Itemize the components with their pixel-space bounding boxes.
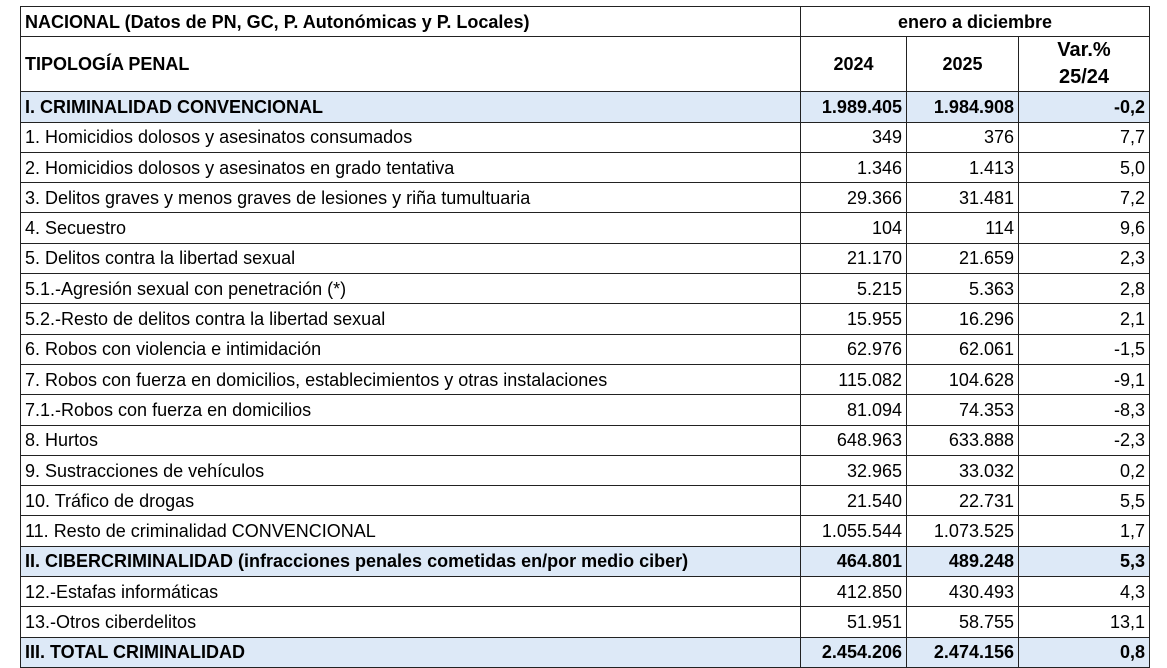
table-row bbox=[21, 122, 1150, 152]
table-row bbox=[21, 334, 1150, 364]
row-label: 11. Resto de criminalidad CONVENCIONAL bbox=[21, 516, 801, 546]
value-2025: 1.413 bbox=[907, 152, 1019, 182]
value-2025: 62.061 bbox=[907, 334, 1019, 364]
variation-value: 2,3 bbox=[1019, 243, 1150, 273]
row-label: 7. Robos con fuerza en domicilios, establecimientos y otras instalaciones bbox=[21, 364, 801, 394]
value-2025: 22.731 bbox=[907, 486, 1019, 516]
total-row bbox=[21, 637, 1150, 667]
value-2025: 16.296 bbox=[907, 304, 1019, 334]
column-header-tipologia: TIPOLOGÍA PENAL bbox=[21, 37, 801, 92]
table-row bbox=[21, 243, 1150, 273]
variation-value: 0,8 bbox=[1019, 637, 1150, 667]
value-2025: 74.353 bbox=[907, 395, 1019, 425]
value-2024: 464.801 bbox=[801, 546, 907, 576]
page-margin bbox=[0, 0, 20, 667]
value-2024: 51.951 bbox=[801, 607, 907, 637]
row-label: III. TOTAL CRIMINALIDAD bbox=[21, 637, 801, 667]
value-2024: 104 bbox=[801, 213, 907, 243]
value-2025: 31.481 bbox=[907, 183, 1019, 213]
row-label: 7.1.-Robos con fuerza en domicilios bbox=[21, 395, 801, 425]
row-label: 5.1.-Agresión sexual con penetración (*) bbox=[21, 274, 801, 304]
value-2025: 33.032 bbox=[907, 455, 1019, 485]
column-header-2025: 2025 bbox=[907, 37, 1019, 92]
row-label: 1. Homicidios dolosos y asesinatos consumados bbox=[21, 122, 801, 152]
criminality-table bbox=[20, 6, 1150, 668]
variation-value: 2,8 bbox=[1019, 274, 1150, 304]
table-row bbox=[21, 274, 1150, 304]
row-label: 8. Hurtos bbox=[21, 425, 801, 455]
value-2024: 1.989.405 bbox=[801, 92, 907, 122]
value-2024: 81.094 bbox=[801, 395, 907, 425]
value-2025: 430.493 bbox=[907, 577, 1019, 607]
section-row bbox=[21, 92, 1150, 122]
variation-value: 1,7 bbox=[1019, 516, 1150, 546]
value-2025: 104.628 bbox=[907, 364, 1019, 394]
value-2024: 1.055.544 bbox=[801, 516, 907, 546]
row-label: 2. Homicidios dolosos y asesinatos en grado tentativa bbox=[21, 152, 801, 182]
value-2024: 62.976 bbox=[801, 334, 907, 364]
table-row bbox=[21, 304, 1150, 334]
variation-value: 7,2 bbox=[1019, 183, 1150, 213]
variation-value: 5,0 bbox=[1019, 152, 1150, 182]
value-2024: 15.955 bbox=[801, 304, 907, 334]
variation-label-line2: 25/24 bbox=[1058, 66, 1110, 89]
variation-value: 4,3 bbox=[1019, 577, 1150, 607]
row-label: 5.2.-Resto de delitos contra la libertad sexual bbox=[21, 304, 801, 334]
variation-value: 7,7 bbox=[1019, 122, 1150, 152]
value-2024: 21.170 bbox=[801, 243, 907, 273]
section-row bbox=[21, 546, 1150, 576]
value-2025: 1.073.525 bbox=[907, 516, 1019, 546]
value-2024: 115.082 bbox=[801, 364, 907, 394]
variation-value: 2,1 bbox=[1019, 304, 1150, 334]
row-label: 13.-Otros ciberdelitos bbox=[21, 607, 801, 637]
table-row bbox=[21, 213, 1150, 243]
row-label: 10. Tráfico de drogas bbox=[21, 486, 801, 516]
row-label: 12.-Estafas informáticas bbox=[21, 577, 801, 607]
table-row bbox=[21, 364, 1150, 394]
value-2024: 32.965 bbox=[801, 455, 907, 485]
row-label: 3. Delitos graves y menos graves de lesiones y riña tumultuaria bbox=[21, 183, 801, 213]
column-header-variation bbox=[1019, 37, 1150, 92]
title-row bbox=[21, 7, 1150, 37]
value-2025: 114 bbox=[907, 213, 1019, 243]
table-row bbox=[21, 607, 1150, 637]
table-row bbox=[21, 395, 1150, 425]
variation-value: -1,5 bbox=[1019, 334, 1150, 364]
variation-label-line1: Var.% bbox=[1057, 39, 1111, 62]
value-2025: 376 bbox=[907, 122, 1019, 152]
variation-value: -9,1 bbox=[1019, 364, 1150, 394]
value-2025: 21.659 bbox=[907, 243, 1019, 273]
column-header-row bbox=[21, 37, 1150, 92]
row-label: I. CRIMINALIDAD CONVENCIONAL bbox=[21, 92, 801, 122]
variation-value: 9,6 bbox=[1019, 213, 1150, 243]
value-2025: 5.363 bbox=[907, 274, 1019, 304]
value-2024: 2.454.206 bbox=[801, 637, 907, 667]
value-2024: 412.850 bbox=[801, 577, 907, 607]
value-2025: 2.474.156 bbox=[907, 637, 1019, 667]
table-title: NACIONAL (Datos de PN, GC, P. Autonómicas y P. Locales) bbox=[21, 7, 801, 37]
variation-value: 5,5 bbox=[1019, 486, 1150, 516]
value-2024: 21.540 bbox=[801, 486, 907, 516]
value-2024: 648.963 bbox=[801, 425, 907, 455]
row-label: II. CIBERCRIMINALIDAD (infracciones penales cometidas en/por medio ciber) bbox=[21, 546, 801, 576]
variation-value: 13,1 bbox=[1019, 607, 1150, 637]
period-label: enero a diciembre bbox=[801, 7, 1150, 37]
table-row bbox=[21, 183, 1150, 213]
table-row bbox=[21, 152, 1150, 182]
variation-value: 5,3 bbox=[1019, 546, 1150, 576]
variation-value: 0,2 bbox=[1019, 455, 1150, 485]
row-label: 6. Robos con violencia e intimidación bbox=[21, 334, 801, 364]
value-2024: 5.215 bbox=[801, 274, 907, 304]
value-2025: 489.248 bbox=[907, 546, 1019, 576]
value-2024: 1.346 bbox=[801, 152, 907, 182]
value-2025: 1.984.908 bbox=[907, 92, 1019, 122]
value-2025: 633.888 bbox=[907, 425, 1019, 455]
value-2024: 29.366 bbox=[801, 183, 907, 213]
variation-value: -2,3 bbox=[1019, 425, 1150, 455]
table-row bbox=[21, 425, 1150, 455]
table-row bbox=[21, 455, 1150, 485]
table-row bbox=[21, 486, 1150, 516]
value-2025: 58.755 bbox=[907, 607, 1019, 637]
row-label: 5. Delitos contra la libertad sexual bbox=[21, 243, 801, 273]
variation-value: -0,2 bbox=[1019, 92, 1150, 122]
row-label: 9. Sustracciones de vehículos bbox=[21, 455, 801, 485]
table-row bbox=[21, 516, 1150, 546]
value-2024: 349 bbox=[801, 122, 907, 152]
row-label: 4. Secuestro bbox=[21, 213, 801, 243]
variation-value: -8,3 bbox=[1019, 395, 1150, 425]
column-header-2024: 2024 bbox=[801, 37, 907, 92]
table-row bbox=[21, 577, 1150, 607]
